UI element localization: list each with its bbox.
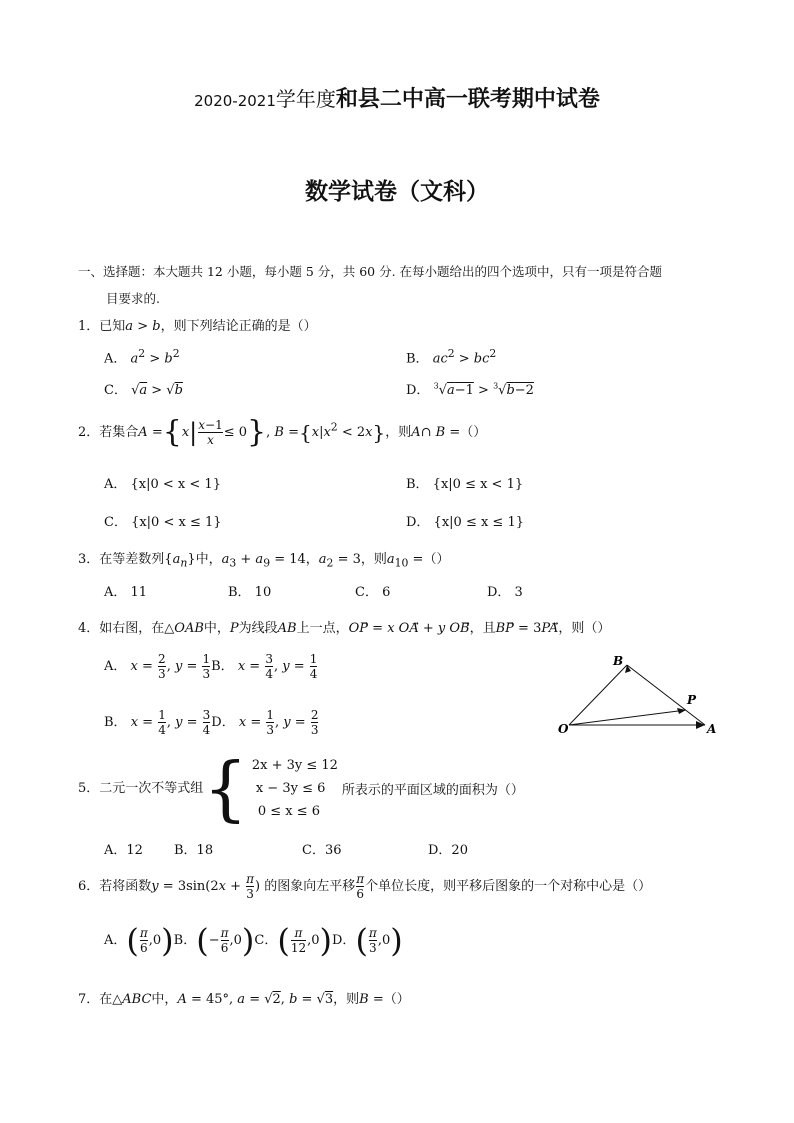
question-3-option-d: D． 3 — [487, 585, 523, 600]
section-intro-line1: 一、选择题：本大题共 12 小题，每小题 5 分，共 60 分. 在每小题给出的四个选项中，只有一项是符合题 — [78, 264, 663, 279]
exam-title — [0, 82, 794, 113]
question-2-option-c: C． {x|0 < x ≤ 1} — [104, 515, 222, 530]
question-3-stem: 3．在等差数列$\{a_n\}$中，$a_3 + a_9 = 14$，$a_2 = 3$，则$a_{10}$ =（） — [78, 552, 450, 570]
question-1-option-a: A． $a^2 > b^2$ — [104, 347, 180, 367]
section-intro-line2: 目要求的. — [106, 291, 160, 306]
question-4-stem: 4．如右图，在△OAB中，P为线段AB上一点，OP⃗ = x OA⃗ + y OB⃗，且BP⃗ = 3PA⃗，则（） — [78, 621, 611, 636]
figure-label-b: B — [613, 654, 624, 668]
question-3-option-a: A． 11 — [104, 585, 148, 600]
exam-year: 2020-2021 — [194, 92, 276, 110]
exam-school-title: 和县二中高一联考期中试卷 — [335, 87, 600, 112]
inequality-system: 2x + 3y ≤ 12 x − 3y ≤ 6 0 ≤ x ≤ 6 — [251, 758, 338, 819]
question-5-option-b: B．18 — [174, 843, 214, 858]
exam-year-suffix: 学年度 — [275, 87, 336, 111]
figure-label-p: P — [687, 693, 697, 707]
question-1-option-b: B． $ac^2 > bc^2$ — [406, 347, 497, 367]
question-3-option-c: C． 6 — [355, 585, 391, 600]
figure-label-o: O — [558, 722, 569, 736]
section-intro — [78, 258, 718, 312]
question-7-stem: 7．在△ABC中，A = 45°, a = √2, b = √3，则B =（） — [78, 992, 410, 1007]
question-2-option-d: D． {x|0 ≤ x ≤ 1} — [406, 515, 524, 530]
question-2-option-a: A． {x|0 < x < 1} — [104, 477, 221, 492]
figure-label-a: A — [707, 722, 717, 736]
question-1-option-c: C． √a > √b — [104, 383, 183, 398]
question-5-option-c: C．36 — [302, 843, 342, 858]
question-5-option-d: D．20 — [428, 843, 468, 858]
question-6-stem: 6．若将函数y = 3sin(2x + $\frac{\pi}{3}$ ) 的图象向左平移 $\frac{\pi}{6}$ 个单位长度，则平移后图象的一个对称中心是（） — [78, 872, 652, 901]
question-4-options-row2: B． x = $\frac{1}{4}$ , y = $\frac{3}{4}$ D． x = $\frac{1}{3}$ , y = $\frac{2}{3}$ — [104, 708, 319, 737]
question-2-stem: 2．若集合A ={x| $\frac{x-1}{x}$ ≤ 0}, $B =\{x|x^2 < 2x\}$，则A∩ B =（） — [78, 414, 487, 450]
question-6-options: A．( $\frac{\pi}{6}$ ,0)B．(− $\frac{\pi}{6}$ ,0)C．( $\frac{\pi}{12}$ ,0)D．( $\frac{\pi}{3}$ ,0) — [104, 921, 403, 960]
question-3-option-b: B． 10 — [228, 585, 272, 600]
subject-title: 数学试卷（文科） — [305, 179, 489, 205]
question-1-stem: 1．已知a > b，则下列结论正确的是（） — [78, 319, 317, 334]
question-5-stem: 5．二元一次不等式组{ 2x + 3y ≤ 12 x − 3y ≤ 6 0 ≤ x ≤ 6 所表示的平面区域的面积为（） — [78, 747, 524, 830]
question-5-option-a: A．12 — [104, 843, 143, 858]
triangle-figure — [555, 650, 725, 740]
question-2-option-b: B． {x|0 ≤ x < 1} — [406, 477, 524, 492]
question-4-options-row1: A． x = $\frac{2}{3}$ , y = $\frac{1}{3}$ B． x = $\frac{3}{4}$ , y = $\frac{1}{4}$ — [104, 652, 318, 681]
question-1-option-d: D． $^3$√a−1 > $^3$√b−2 — [406, 381, 534, 398]
